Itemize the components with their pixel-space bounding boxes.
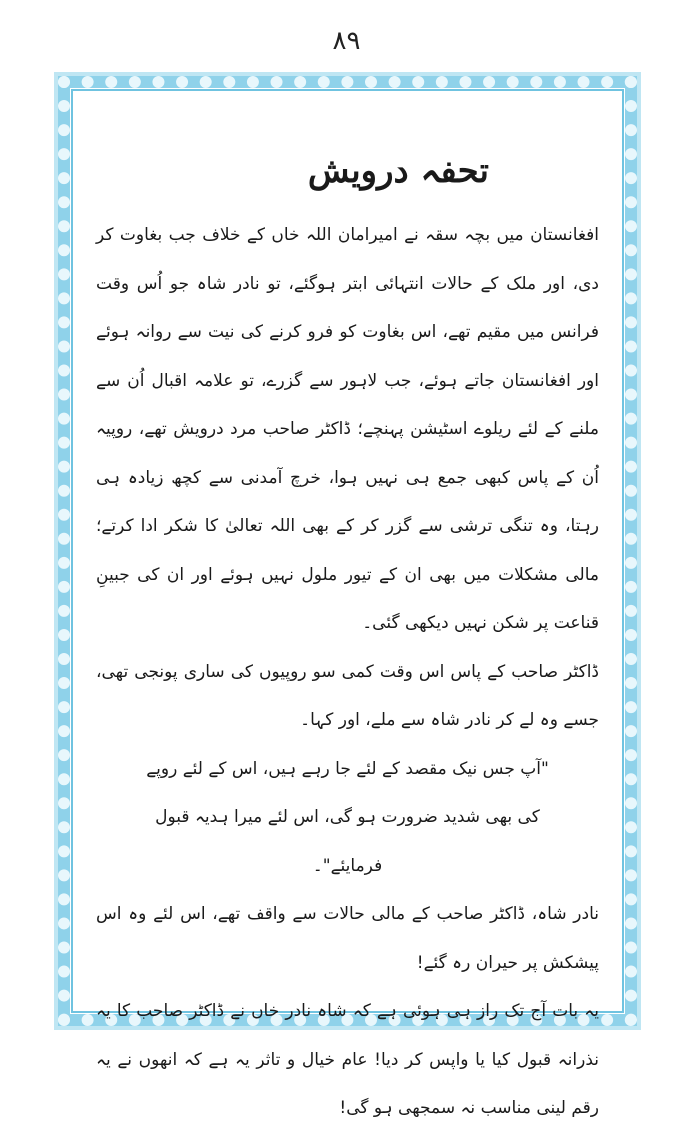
chapter-title: تحفہ درویش — [307, 151, 489, 191]
paragraph-3: نادر شاہ، ڈاکٹر صاحب کے مالی حالات سے واقف تھے، اس لئے وہ اس پیشکش پر حیران رہ گئے! — [96, 904, 599, 973]
paragraph-4: یہ بات آج تک راز ہی ہوئی ہے کہ شاہ نادر خاں نے ڈاکٹر صاحب کا یہ نذرانہ قبول کیا یا واپس کر دیا! عام خیال و تاثر یہ ہے کہ انھوں نے یہ رقم لینی مناسب نہ سمجھی ہو گی! — [96, 1001, 599, 1118]
paragraph-1: افغانستان میں بچہ سقہ نے امیرامان اللہ خاں کے خلاف جب بغاوت کر دی، اور ملک کے حالات انتہائی ابتر ہوگئے، تو نادر شاہ جو اُس وقت فرانس میں مقیم تھے، اس بغاوت کو فرو کرنے کی نیت سے روانہ ہوئے اور افغانستان جاتے ہوئے، جب لاہور سے گزرے، تو علامہ اقبال اُن سے ملنے کے لئے ریلوے اسٹیشن پہنچے؛ ڈاکٹر صاحب مرد درویش تھے، روپیہ اُن کے پاس کبھی جمع ہی نہیں ہوا، خرچ آمدنی سے کچھ زیادہ ہی رہتا، وہ تنگی ترشی سے گزر کر کے بھی اللہ تعالیٰ کا شکر ادا کرتے؛ مالی مشکلات میں بھی ان کے تیور ملول نہیں ہوئے اور ان کی جبینِ قناعت پر شکن نہیں دیکھی گئی۔ — [96, 225, 599, 633]
page-number: ۸۹ — [332, 26, 361, 56]
page-content — [96, 150, 599, 1118]
paragraph-2: ڈاکٹر صاحب کے پاس اس وقت کمی سو روپیوں کی ساری پونجی تھی، جسے وہ لے کر نادر شاہ سے ملے، اور کہا۔ — [96, 661, 599, 730]
quotation: "آپ جس نیک مقصد کے لئے جا رہے ہیں، اس کے لئے روپے کی بھی شدید ضرورت ہو گی، اس لئے میرا ہدیہ قبول فرمایئے"۔ — [146, 758, 549, 876]
